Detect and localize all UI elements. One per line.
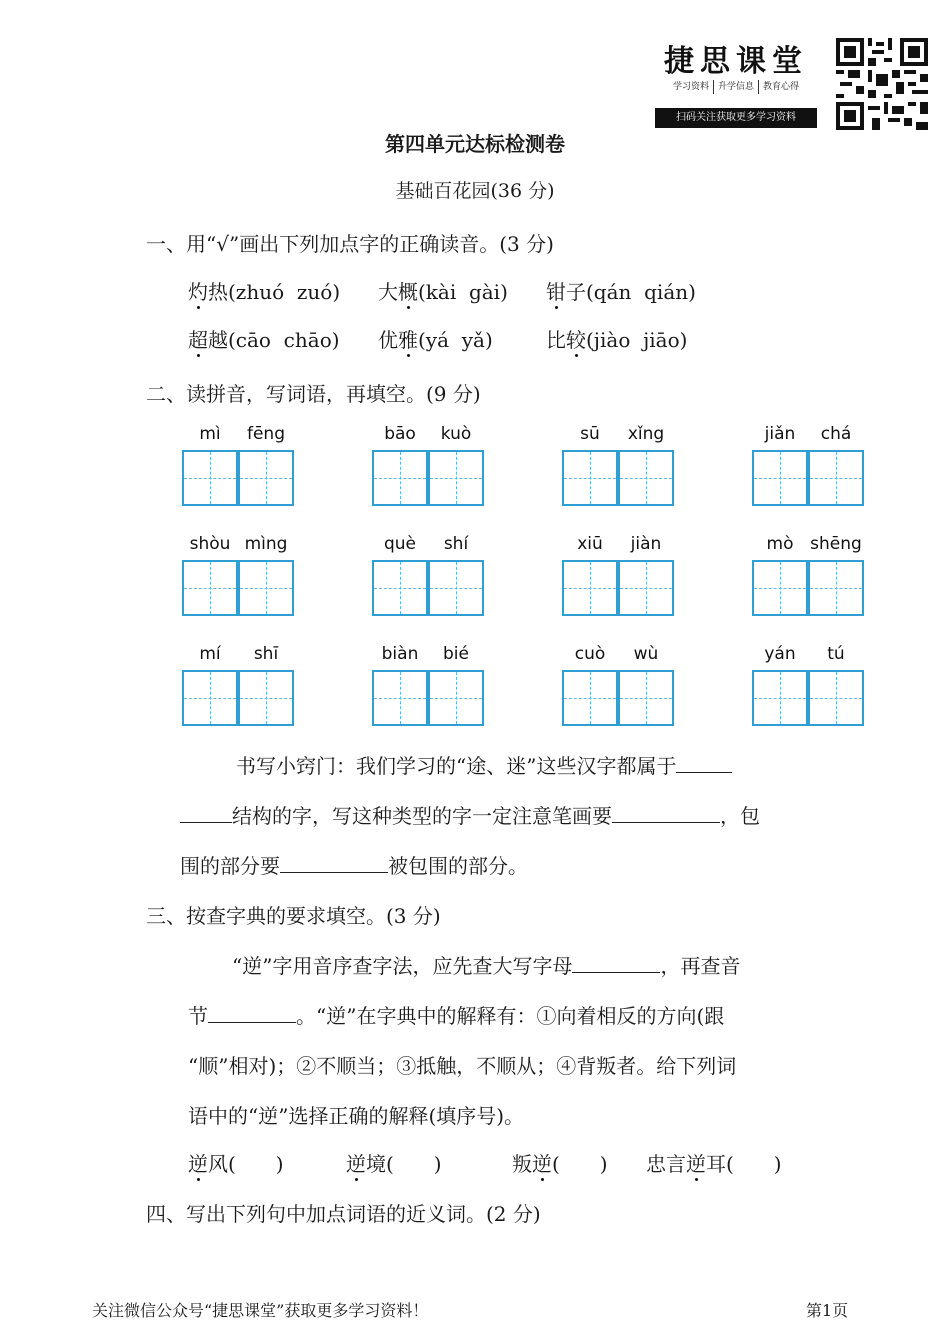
pinyin-label: shòu xyxy=(189,534,231,554)
answer-blank[interactable] xyxy=(612,800,720,823)
q2-tip-line: 书写小窍门：我们学习的“途、迷”这些汉字都属于 xyxy=(236,750,732,779)
q3-heading: 三、按查字典的要求填空。(3 分) xyxy=(146,904,441,928)
pinyin-label: tú xyxy=(827,644,845,664)
pinyin-label: xiū xyxy=(577,534,603,554)
writing-grid-box[interactable] xyxy=(428,670,484,726)
answer-blank[interactable] xyxy=(676,750,732,773)
writing-grid-box[interactable] xyxy=(182,560,238,616)
writing-grid-box[interactable] xyxy=(562,450,618,506)
writing-grid-box[interactable] xyxy=(238,560,294,616)
q4-heading: 四、写出下列句中加点词语的近义词。(2 分) xyxy=(146,1202,541,1226)
q3-item: 逆境( ) xyxy=(346,1152,442,1176)
q1-item: 大概(kài gài) xyxy=(378,280,508,304)
q1-item: 超越(cāo chāo) xyxy=(188,328,340,352)
q3-item: 逆风( ) xyxy=(188,1152,284,1176)
pinyin-label: bāo xyxy=(384,424,416,444)
q1-item: 灼热(zhuó zuó) xyxy=(188,280,341,304)
pinyin-label: mì xyxy=(199,424,221,444)
q3-text-line: 语中的“逆”选择正确的解释(填序号)。 xyxy=(188,1104,525,1128)
pinyin-label: xǐng xyxy=(627,424,665,444)
section-title: 基础百花园(36 分) xyxy=(395,180,555,202)
writing-grid-box[interactable] xyxy=(808,670,864,726)
brand-logo xyxy=(655,32,817,130)
brand-banner: 扫码关注获取更多学习资料 xyxy=(655,108,817,128)
brand-tag: 学习资料 xyxy=(669,80,714,94)
pinyin-label: què xyxy=(383,534,417,554)
writing-grid-box[interactable] xyxy=(752,450,808,506)
pinyin-label: jiǎn xyxy=(764,424,796,444)
footer-note: 关注微信公众号“捷思课堂”获取更多学习资料！ xyxy=(92,1301,429,1320)
brand-tags xyxy=(655,80,817,94)
writing-grid-box[interactable] xyxy=(618,450,674,506)
writing-grid-box[interactable] xyxy=(808,560,864,616)
writing-grid-box[interactable] xyxy=(562,560,618,616)
writing-grid-box[interactable] xyxy=(372,450,428,506)
q1-item: 钳子(qán qián) xyxy=(546,280,696,304)
answer-blank[interactable] xyxy=(280,850,388,873)
q1-heading: 一、用“√”画出下列加点字的正确读音。(3 分) xyxy=(146,232,554,256)
pinyin-label: biàn xyxy=(381,644,419,664)
writing-grid-box[interactable] xyxy=(752,560,808,616)
writing-grid-box[interactable] xyxy=(618,670,674,726)
pinyin-label: shēng xyxy=(810,534,862,554)
writing-grid-box[interactable] xyxy=(182,670,238,726)
pinyin-label: wù xyxy=(633,644,659,664)
writing-grid-box[interactable] xyxy=(808,450,864,506)
answer-blank[interactable] xyxy=(208,1000,296,1023)
q3-text-line: 节 。“逆”在字典中的解释有：①向着相反的方向(跟 xyxy=(188,1000,724,1029)
q2-tip-line: 围的部分要 被包围的部分。 xyxy=(180,850,528,879)
pinyin-label: mò xyxy=(766,534,794,554)
pinyin-label: chá xyxy=(820,424,852,444)
pinyin-label: mí xyxy=(199,644,221,664)
q3-item: 叛逆( ) xyxy=(512,1152,608,1176)
writing-grid-box[interactable] xyxy=(238,450,294,506)
q2-tip-line: 结构的字，写这种类型的字一定注意笔画要 ，包 xyxy=(180,800,760,829)
q3-text-line: “顺”相对)；②不顺当；③抵触，不顺从；④背叛者。给下列词 xyxy=(188,1054,737,1078)
writing-grid-box[interactable] xyxy=(428,560,484,616)
answer-blank[interactable] xyxy=(572,950,660,973)
q1-item: 优雅(yá yǎ) xyxy=(378,328,493,352)
exam-title: 第四单元达标检测卷 xyxy=(385,132,565,156)
q3-text-line: “逆”字用音序查字法，应先查大写字母 ，再查音 xyxy=(232,950,740,979)
brand-tag: 升学信息 xyxy=(714,80,759,94)
pinyin-label: bié xyxy=(443,644,469,664)
pinyin-label: cuò xyxy=(574,644,606,664)
writing-grid-box[interactable] xyxy=(428,450,484,506)
writing-grid-box[interactable] xyxy=(238,670,294,726)
writing-grid-box[interactable] xyxy=(182,450,238,506)
writing-grid-box[interactable] xyxy=(752,670,808,726)
writing-grid-box[interactable] xyxy=(372,560,428,616)
qr-code-icon xyxy=(836,38,928,130)
q2-heading: 二、读拼音，写词语，再填空。(9 分) xyxy=(146,382,481,406)
page-number: 第1页 xyxy=(806,1301,849,1320)
q1-item: 比较(jiào jiāo) xyxy=(546,328,688,352)
writing-grid-box[interactable] xyxy=(618,560,674,616)
writing-grid-box[interactable] xyxy=(562,670,618,726)
pinyin-label: sū xyxy=(580,424,600,444)
pinyin-label: yán xyxy=(764,644,796,664)
brand-name: 捷思课堂 xyxy=(664,44,808,79)
pinyin-label: shí xyxy=(443,534,469,554)
brand-tag: 教育心得 xyxy=(763,82,800,92)
pinyin-label: jiàn xyxy=(630,534,662,554)
answer-blank[interactable] xyxy=(180,800,232,823)
pinyin-label: mìng xyxy=(244,534,288,554)
pinyin-label: fēng xyxy=(246,424,285,444)
writing-grid-box[interactable] xyxy=(372,670,428,726)
q3-item: 忠言逆耳( ) xyxy=(646,1152,782,1176)
pinyin-label: shī xyxy=(253,644,279,664)
pinyin-label: kuò xyxy=(440,424,472,444)
